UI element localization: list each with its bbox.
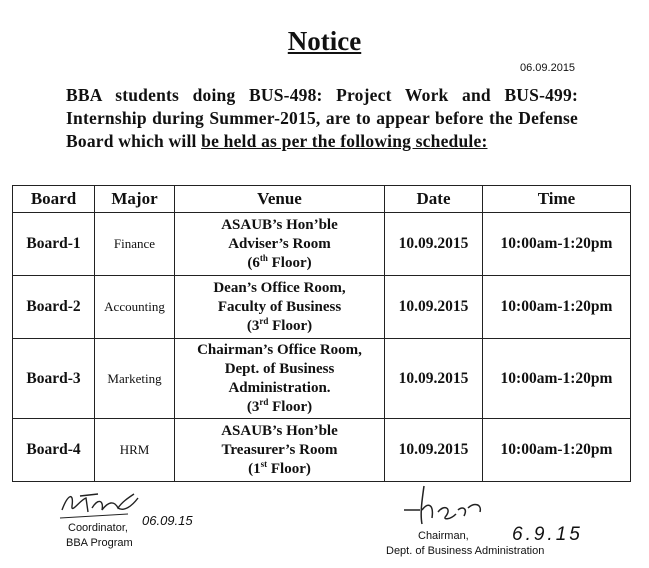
venue-line: Chairman’s Office Room, [197, 341, 362, 358]
venue-line: ASAUB’s Hon’ble [221, 216, 338, 233]
table-row [13, 213, 631, 276]
intro-text: BBA students doing BUS-498: Project Work and BUS-499: Internship during Summer-2015, are to appear before the Defense Board which will [66, 85, 578, 151]
coordinator-date: 06.09.15 [142, 513, 193, 528]
venue-cell [175, 419, 385, 482]
intro-underlined-text: be held as per the following schedule: [201, 131, 488, 151]
major-cell: Accounting [95, 276, 175, 339]
schedule-table [12, 185, 631, 482]
major-cell: HRM [95, 419, 175, 482]
board-cell: Board-1 [13, 213, 95, 276]
time-cell: 10:00am-1:20pm [483, 419, 631, 482]
major-cell: Marketing [95, 339, 175, 419]
table-header-row [13, 186, 631, 213]
venue-line: Adviser’s Room [228, 235, 331, 252]
venue-floor: (3rd Floor) [246, 396, 313, 415]
date-cell: 10.09.2015 [385, 213, 483, 276]
date-cell: 10.09.2015 [385, 276, 483, 339]
venue-line: ASAUB’s Hon’ble [221, 422, 338, 439]
venue-line: Dean’s Office Room, [213, 279, 346, 296]
venue-line: Dept. of Business [224, 360, 335, 377]
venue-cell [175, 276, 385, 339]
header-time: Time [483, 186, 631, 213]
venue-cell [175, 213, 385, 276]
chairman-signature [398, 480, 508, 530]
venue-floor: (3rd Floor) [246, 315, 313, 334]
coordinator-signature [58, 488, 148, 522]
notice-title: Notice [287, 26, 362, 56]
venue-floor: (1st Floor) [248, 458, 311, 477]
date-cell: 10.09.2015 [385, 339, 483, 419]
time-cell: 10:00am-1:20pm [483, 339, 631, 419]
date-cell: 10.09.2015 [385, 419, 483, 482]
time-cell: 10:00am-1:20pm [483, 213, 631, 276]
venue-floor: (6th Floor) [247, 252, 312, 271]
board-cell: Board-4 [13, 419, 95, 482]
chairman-title: Chairman, [418, 530, 469, 542]
header-major: Major [95, 186, 175, 213]
table-row [13, 419, 631, 482]
board-cell: Board-3 [13, 339, 95, 419]
notice-intro [66, 84, 578, 153]
board-cell: Board-2 [13, 276, 95, 339]
venue-line: Administration. [228, 379, 331, 396]
notice-date: 06.09.2015 [520, 62, 576, 74]
chairman-dept: Dept. of Business Administration [386, 545, 545, 557]
table-row [13, 339, 631, 419]
time-cell: 10:00am-1:20pm [483, 276, 631, 339]
coordinator-dept: BBA Program [66, 537, 133, 549]
coordinator-title: Coordinator, [68, 522, 128, 534]
venue-cell [175, 339, 385, 419]
header-date: Date [385, 186, 483, 213]
major-cell: Finance [95, 213, 175, 276]
header-venue: Venue [175, 186, 385, 213]
chairman-date: 6.9.15 [512, 524, 583, 545]
venue-line: Faculty of Business [217, 298, 342, 315]
venue-line: Treasurer’s Room [221, 441, 338, 458]
table-row [13, 276, 631, 339]
header-board: Board [13, 186, 95, 213]
